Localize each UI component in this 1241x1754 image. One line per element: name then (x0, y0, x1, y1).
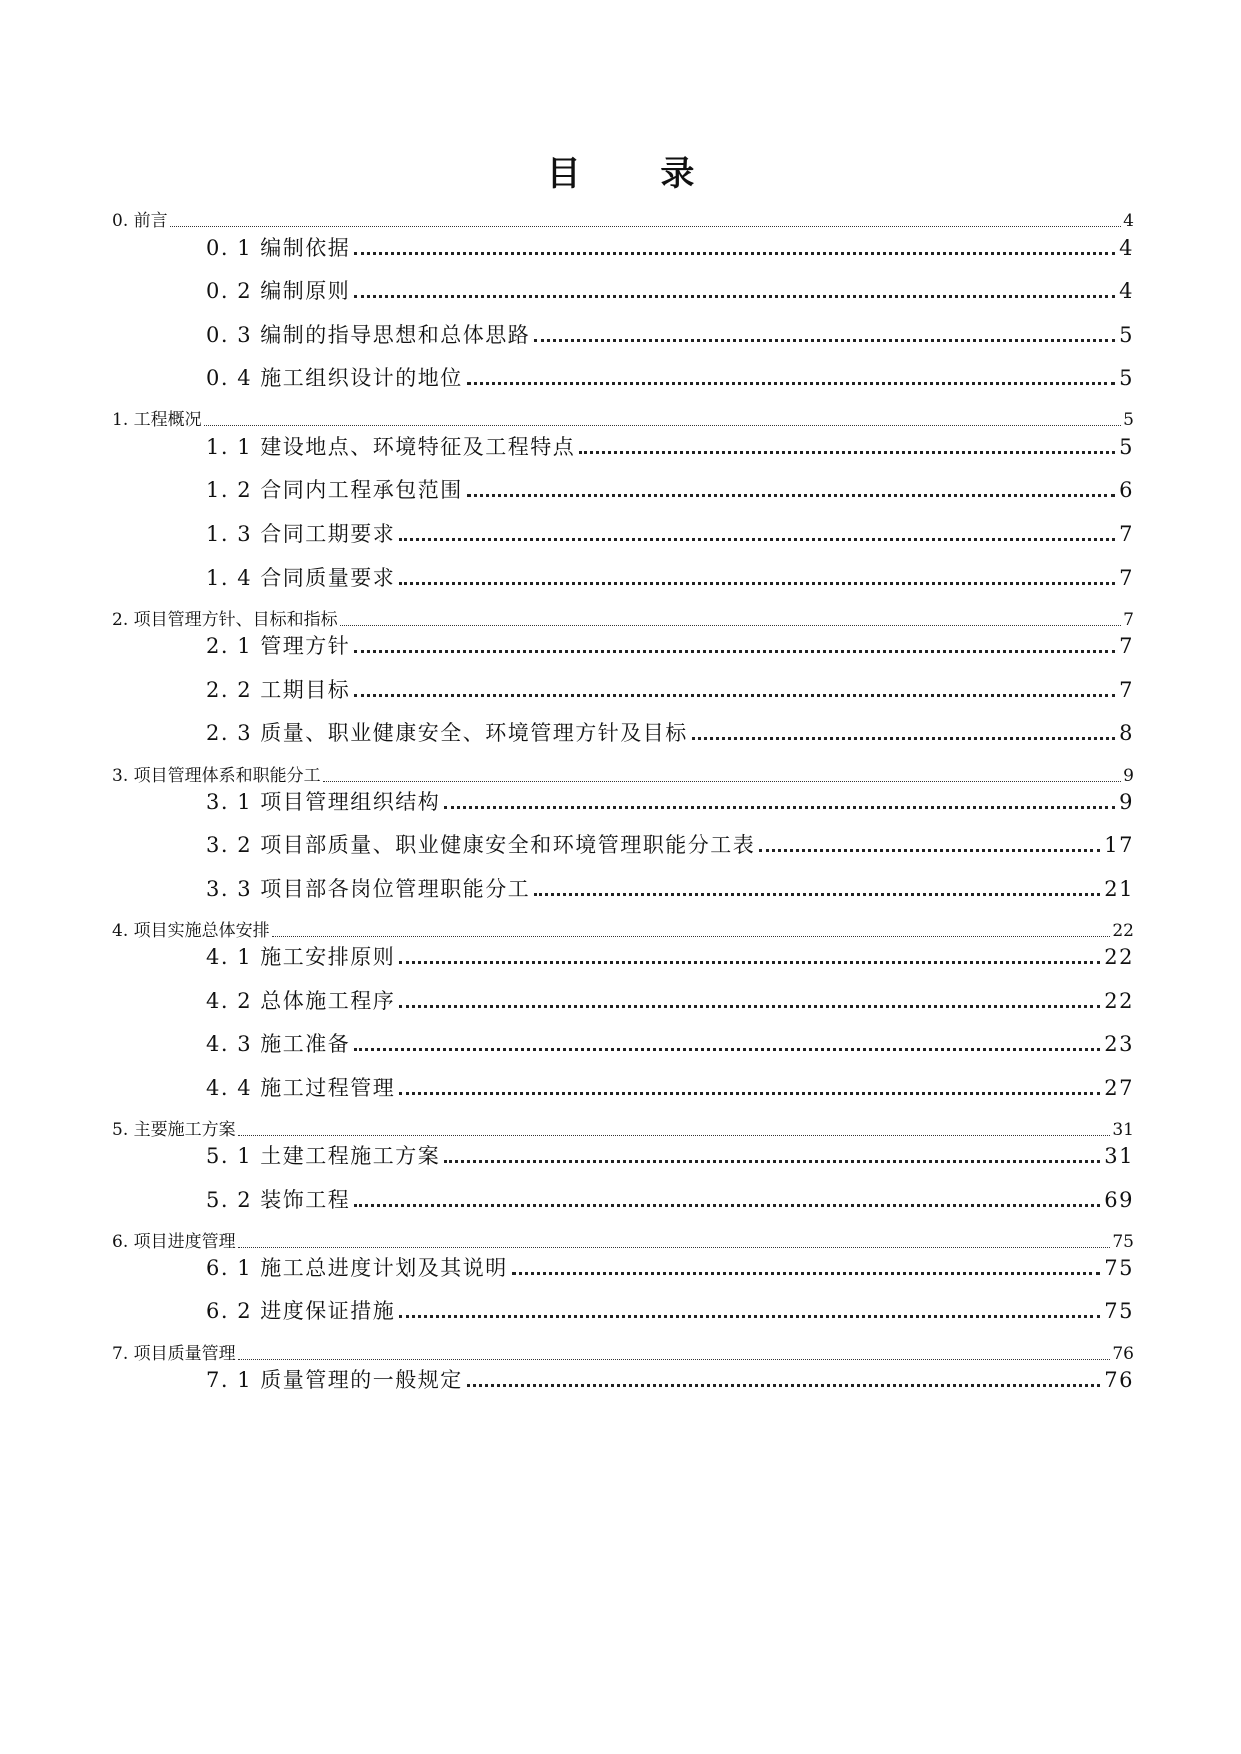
dot-leader (204, 425, 1122, 426)
toc-page-number: 7 (1123, 610, 1134, 630)
dot-leader (534, 893, 1100, 896)
toc-page-number: 22 (1104, 989, 1134, 1013)
toc-page-number: 23 (1104, 1032, 1134, 1056)
dot-leader (323, 781, 1122, 782)
toc-page-number: 9 (1123, 766, 1134, 786)
toc-label: 4. 项目实施总体安排 (112, 921, 270, 941)
toc-title: 目 录 (546, 154, 729, 194)
toc-label: 1. 3 合同工期要求 (206, 522, 396, 546)
toc-label: 3. 1 项目管理组织结构 (206, 790, 441, 814)
toc-label: 5. 1 土建工程施工方案 (206, 1144, 441, 1168)
toc-label: 4. 4 施工过程管理 (206, 1076, 396, 1100)
dot-leader (238, 1359, 1111, 1360)
toc-label: 1. 4 合同质量要求 (206, 566, 396, 590)
dot-leader (399, 1315, 1100, 1318)
toc-entry-subsection[interactable] (206, 1142, 1134, 1170)
toc-label: 1. 工程概况 (112, 410, 202, 430)
toc-page-number: 27 (1104, 1076, 1134, 1100)
dot-leader (354, 1204, 1100, 1207)
dot-leader (444, 1160, 1100, 1163)
toc-label: 3. 2 项目部质量、职业健康安全和环境管理职能分工表 (206, 833, 756, 857)
toc-label: 7. 1 质量管理的一般规定 (206, 1368, 463, 1392)
dot-leader (354, 650, 1115, 653)
toc-page-number: 76 (1112, 1344, 1134, 1364)
toc-entry-subsection[interactable] (206, 1030, 1134, 1058)
toc-entry-section[interactable] (112, 1119, 1134, 1141)
toc-entry-subsection[interactable] (206, 987, 1134, 1015)
toc-entry-subsection[interactable] (206, 719, 1134, 747)
dot-leader (692, 737, 1115, 740)
toc-entry-section[interactable] (112, 765, 1134, 787)
toc-entry-subsection[interactable] (206, 1074, 1134, 1102)
toc-page-number: 7 (1119, 522, 1134, 546)
dot-leader (399, 1092, 1100, 1095)
toc-label: 2. 1 管理方针 (206, 634, 351, 658)
dot-leader (467, 382, 1115, 385)
toc-label: 4. 3 施工准备 (206, 1032, 351, 1056)
dot-leader (399, 961, 1100, 964)
toc-page-number: 69 (1104, 1188, 1134, 1212)
toc-page-number: 7 (1119, 678, 1134, 702)
toc-entry-subsection[interactable] (206, 1186, 1134, 1214)
dot-leader (354, 295, 1115, 298)
toc-entry-subsection[interactable] (206, 788, 1134, 816)
toc-label: 0. 2 编制原则 (206, 279, 351, 303)
toc-page-number: 31 (1112, 1120, 1134, 1140)
toc-label: 0. 前言 (112, 211, 168, 231)
toc-page-number: 17 (1104, 833, 1134, 857)
dot-leader (759, 849, 1100, 852)
dot-leader (170, 226, 1122, 227)
dot-leader (512, 1272, 1101, 1275)
toc-entry-subsection[interactable] (206, 831, 1134, 859)
toc-label: 7. 项目质量管理 (112, 1344, 236, 1364)
dot-leader (354, 252, 1115, 255)
dot-leader (399, 538, 1115, 541)
dot-leader (340, 625, 1122, 626)
toc-entry-subsection[interactable] (206, 433, 1134, 461)
toc-label: 4. 2 总体施工程序 (206, 989, 396, 1013)
dot-leader (579, 451, 1115, 454)
dot-leader (444, 806, 1115, 809)
toc-page-number: 7 (1119, 566, 1134, 590)
toc-page-number: 4 (1123, 211, 1134, 231)
toc-label: 0. 3 编制的指导思想和总体思路 (206, 323, 531, 347)
toc-label: 5. 主要施工方案 (112, 1120, 236, 1140)
toc-page-number: 21 (1104, 877, 1134, 901)
dot-leader (399, 582, 1115, 585)
toc-entry-subsection[interactable] (206, 943, 1134, 971)
toc-label: 2. 3 质量、职业健康安全、环境管理方针及目标 (206, 721, 688, 745)
toc-page-number: 22 (1104, 945, 1134, 969)
toc-page-number: 9 (1119, 790, 1134, 814)
toc-page-number: 5 (1123, 410, 1134, 430)
toc-label: 3. 3 项目部各岗位管理职能分工 (206, 877, 531, 901)
toc-entry-section[interactable] (112, 210, 1134, 232)
toc-page-number: 8 (1119, 721, 1134, 745)
toc-page-number: 22 (1112, 921, 1134, 941)
toc-entry-section[interactable] (112, 1231, 1134, 1253)
toc-label: 4. 1 施工安排原则 (206, 945, 396, 969)
toc-entry-subsection[interactable] (206, 875, 1134, 903)
toc-entry-subsection[interactable] (206, 1297, 1134, 1325)
toc-page-number: 31 (1104, 1144, 1134, 1168)
toc-page-number: 75 (1104, 1256, 1134, 1280)
toc-page-number: 5 (1119, 435, 1134, 459)
toc-label: 6. 2 进度保证措施 (206, 1299, 396, 1323)
toc-label: 3. 项目管理体系和职能分工 (112, 766, 321, 786)
toc-page-number: 75 (1104, 1299, 1134, 1323)
toc-page-number: 76 (1104, 1368, 1134, 1392)
toc-label: 0. 1 编制依据 (206, 236, 351, 260)
toc-entry-section[interactable] (112, 609, 1134, 631)
toc-label: 2. 项目管理方针、目标和指标 (112, 610, 338, 630)
toc-label: 5. 2 装饰工程 (206, 1188, 351, 1212)
dot-leader (467, 1384, 1101, 1387)
toc-page-number: 5 (1119, 323, 1134, 347)
dot-leader (238, 1247, 1111, 1248)
toc-entry-subsection[interactable] (206, 476, 1134, 504)
toc-entry-subsection[interactable] (206, 277, 1134, 305)
toc-entry-subsection[interactable] (206, 364, 1134, 392)
toc-entry-subsection[interactable] (206, 520, 1134, 548)
toc-entry-section[interactable] (112, 1343, 1134, 1365)
dot-leader (238, 1135, 1111, 1136)
toc-page-number: 4 (1119, 236, 1134, 260)
toc-entry-subsection[interactable] (206, 1366, 1134, 1394)
toc-page-number: 4 (1119, 279, 1134, 303)
toc-page-number: 7 (1119, 634, 1134, 658)
toc-label: 1. 2 合同内工程承包范围 (206, 478, 463, 502)
toc-entry-section[interactable] (112, 920, 1134, 942)
dot-leader (534, 339, 1115, 342)
dot-leader (354, 1048, 1100, 1051)
toc-entry-subsection[interactable] (206, 321, 1134, 349)
toc-label: 6. 项目进度管理 (112, 1232, 236, 1252)
toc-entry-subsection[interactable] (206, 1254, 1134, 1282)
toc-page-number: 5 (1119, 366, 1134, 390)
toc-label: 1. 1 建设地点、环境特征及工程特点 (206, 435, 576, 459)
toc-page-number: 6 (1119, 478, 1134, 502)
toc-page-number: 75 (1112, 1232, 1134, 1252)
dot-leader (399, 1005, 1100, 1008)
toc-entry-subsection[interactable] (206, 564, 1134, 592)
toc-label: 0. 4 施工组织设计的地位 (206, 366, 463, 390)
dot-leader (272, 936, 1111, 937)
dot-leader (467, 494, 1115, 497)
toc-entry-subsection[interactable] (206, 632, 1134, 660)
toc-entry-subsection[interactable] (206, 234, 1134, 262)
toc-label: 2. 2 工期目标 (206, 678, 351, 702)
dot-leader (354, 694, 1115, 697)
toc-entry-section[interactable] (112, 409, 1134, 431)
toc-label: 6. 1 施工总进度计划及其说明 (206, 1256, 508, 1280)
toc-entry-subsection[interactable] (206, 676, 1134, 704)
